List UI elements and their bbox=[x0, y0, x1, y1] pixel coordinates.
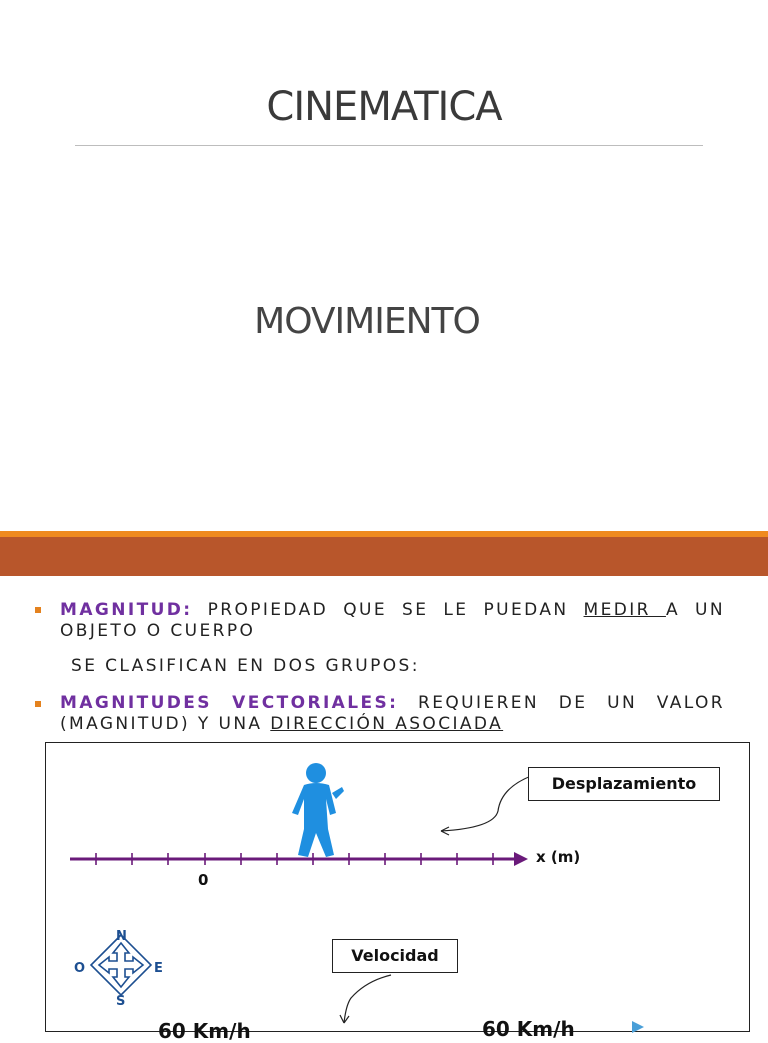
header-band bbox=[0, 537, 768, 576]
walking-person-icon bbox=[292, 763, 344, 857]
bullet-marker bbox=[35, 607, 41, 613]
keyword-magnitud: MAGNITUD: bbox=[60, 600, 193, 620]
classification-line: SE CLASIFICAN EN DOS GRUPOS: bbox=[71, 656, 420, 676]
bullet-marker bbox=[35, 701, 41, 707]
vector-figure bbox=[45, 742, 750, 1043]
vectoriales-underlined: DIRECCIÓN ASOCIADA bbox=[270, 714, 504, 734]
compass-north: N bbox=[116, 929, 127, 944]
bullet-magnitud bbox=[60, 600, 725, 642]
x-axis-arrowhead bbox=[514, 852, 528, 866]
speed-left: 60 Km/h bbox=[158, 1019, 251, 1043]
pointer-curve bbox=[441, 776, 531, 831]
velocity-arrow-tip bbox=[632, 1021, 644, 1033]
velocity-pointer-curve bbox=[344, 975, 391, 1023]
slide-title: CINEMATICA bbox=[266, 84, 502, 130]
speed-right: 60 Km/h bbox=[482, 1017, 575, 1041]
vectoriales-text-a: REQUIEREN DE UN VALOR (MAGNITUD) Y UNA bbox=[60, 693, 725, 734]
bullet-vectoriales bbox=[60, 693, 725, 735]
compass-south: S bbox=[116, 994, 126, 1009]
title-divider bbox=[75, 145, 703, 146]
keyword-vectoriales: MAGNITUDES VECTORIALES: bbox=[60, 693, 399, 713]
velocity-label: Velocidad bbox=[332, 939, 458, 973]
slide-subtitle: MOVIMIENTO bbox=[254, 301, 480, 342]
magnitud-text-b: A UN OBJETO O CUERPO bbox=[60, 600, 725, 641]
magnitud-underlined: MEDIR bbox=[583, 600, 666, 620]
displacement-label: Desplazamiento bbox=[528, 767, 720, 801]
compass-rose-icon bbox=[91, 935, 151, 995]
origin-label: 0 bbox=[198, 871, 209, 889]
axis-label: x (m) bbox=[536, 848, 581, 866]
compass-east: E bbox=[154, 961, 163, 976]
magnitud-text-a: PROPIEDAD QUE SE LE PUEDAN bbox=[207, 600, 584, 620]
compass-west: O bbox=[74, 961, 86, 976]
